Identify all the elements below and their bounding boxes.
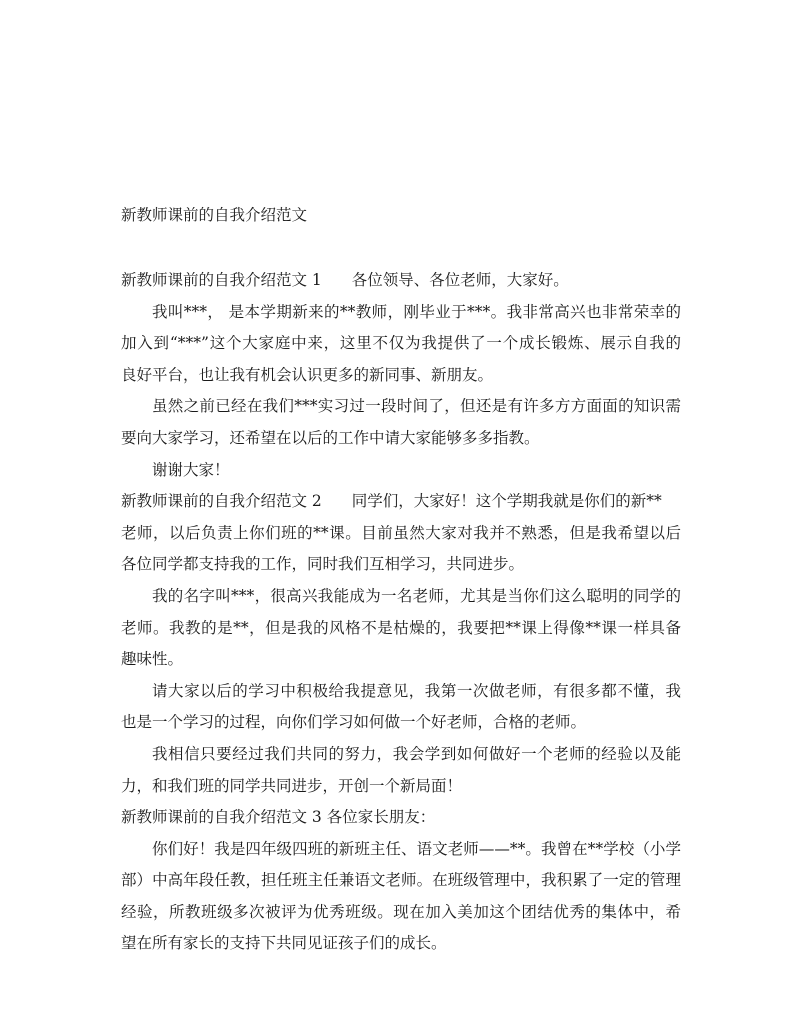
paragraph-line: 要向大家学习，还希望在以后的工作中请大家能够多多指教。	[121, 428, 540, 447]
paragraph-line: 望在所有家长的支持下共同见证孩子们的成长。	[121, 934, 447, 953]
paragraph-line: 我相信只要经过我们共同的努力，我会学到如何做好一个老师的经验以及能	[152, 744, 681, 763]
section-3-greeting: 各位家长朋友：	[326, 808, 436, 827]
section-2-heading: 新教师课前的自我介绍范文 2	[121, 492, 322, 511]
paragraph-line: 我的名字叫***，很高兴我能成为一名老师，尤其是当你们这么聪明的同学的	[152, 586, 681, 605]
paragraph-line: 虽然之前已经在我们***实习过一段时间了，但还是有许多方方面面的知识需	[152, 397, 681, 416]
paragraph-line: 老师。我教的是**，但是我的风格不是枯燥的，我要把**课上得像**课一样具备	[121, 618, 681, 637]
paragraph-line: 趣味性。	[121, 650, 184, 669]
section-3-first-line	[121, 802, 681, 834]
section-1-greeting: 各位领导、各位老师，大家好。	[351, 271, 569, 289]
paragraph-line: 也是一个学习的过程，向你们学习如何做一个好老师，合格的老师。	[121, 713, 587, 732]
paragraph-line: 经验，所教班级多次被评为优秀班级。现在加入美加这个团结优秀的集体中，希	[121, 902, 681, 921]
paragraph-line: 力，和我们班的同学共同进步，开创一个新局面！	[121, 776, 463, 795]
section-3-heading: 新教师课前的自我介绍范文 3	[121, 808, 322, 827]
paragraph-line: 老师，以后负责上你们班的**课。目前虽然大家对我并不熟悉，但是我希望以后	[121, 523, 681, 542]
section-2-first-line	[121, 486, 681, 518]
section-2-greeting: 同学们，大家好！这个学期我就是你们的新**	[351, 492, 662, 511]
paragraph-line: 各位同学都支持我的工作，同时我们互相学习，共同进步。	[121, 555, 525, 574]
paragraph-line: 谢谢大家！	[152, 460, 230, 479]
section-1-heading: 新教师课前的自我介绍范文 1	[121, 271, 322, 289]
paragraph-line: 我叫***， 是本学期新来的**教师，刚毕业于***。我非常高兴也非常荣幸的	[152, 302, 681, 321]
section-1-first-line	[121, 265, 681, 297]
paragraph-line: 你们好！我是四年级四班的新班主任、语文老师——**。我曾在**学校（小学	[152, 839, 681, 858]
paragraph-line: 良好平台，也让我有机会认识更多的新同事、新朋友。	[121, 365, 494, 384]
paragraph-line: 请大家以后的学习中积极给我提意见，我第一次做老师，有很多都不懂，我	[152, 681, 681, 700]
paragraph-line: 加入到“***”这个大家庭中来，这里不仅为我提供了一个成长锻炼、展示自我的	[121, 334, 681, 353]
document-title: 新教师课前的自我介绍范文	[121, 206, 308, 224]
document-body	[121, 265, 681, 960]
paragraph-line: 部）中高年段任教，担任班主任兼语文老师。在班级管理中，我积累了一定的管理	[121, 871, 681, 890]
